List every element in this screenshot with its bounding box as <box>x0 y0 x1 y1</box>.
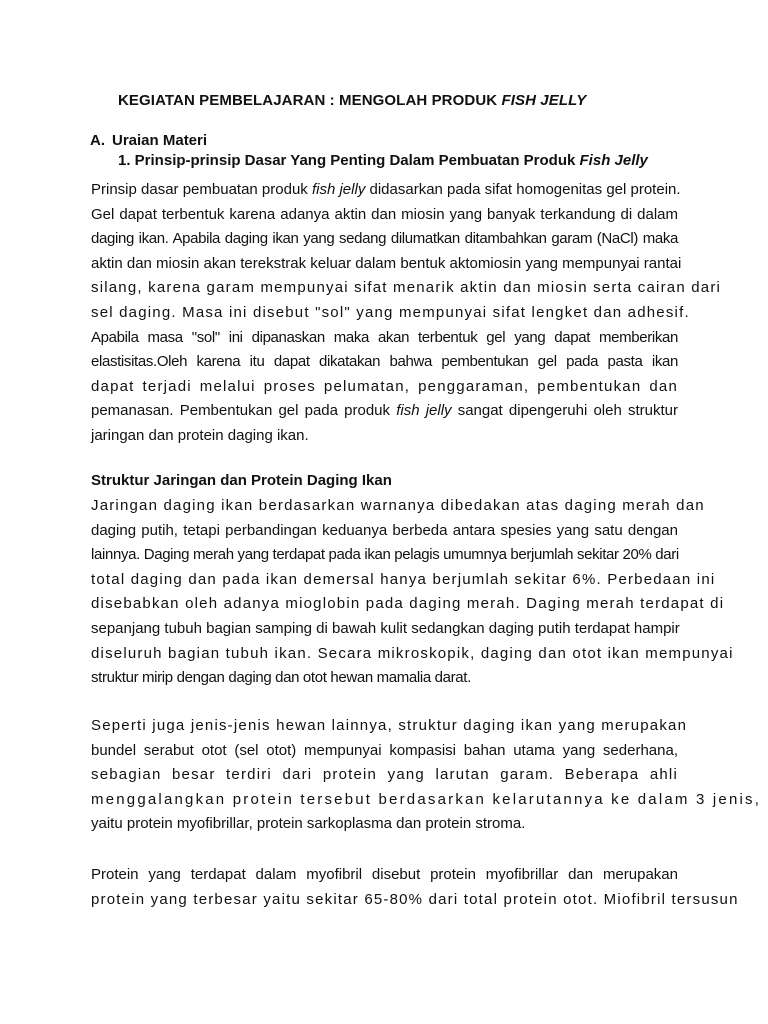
paragraph-line: daging putih, tetapi perbandingan keduanya berbeda antara spesies yang satu dengan <box>91 521 678 539</box>
paragraph-line: elastisitas.Oleh karena itu dapat dikatakan bahwa pembentukan gel pada pasta ikan <box>91 353 678 371</box>
section-a-label: Uraian Materi <box>112 132 208 149</box>
paragraph-line: daging ikan. Apabila daging ikan yang sedang dilumatkan ditambahkan garam (NaCl) maka <box>91 230 678 248</box>
paragraph-line: total daging dan pada ikan demersal hanya berjumlah sekitar 6%. Perbedaan ini <box>91 570 716 588</box>
paragraph-komposisi <box>91 714 762 837</box>
paragraph-line: lainnya. Daging merah yang terdapat pada ikan pelagis umumnya berjumlah sekitar 20% dari <box>91 546 679 564</box>
paragraph-line: bundel serabut otot (sel otot) mempunyai kompasisi bahan utama yang sederhana, <box>91 741 678 759</box>
paragraph-prinsip-dasar <box>91 178 722 449</box>
section-heading-struktur: Struktur Jaringan dan Protein Daging Ikan <box>91 472 392 489</box>
paragraph-line: Apabila masa "sol" ini dipanaskan maka akan terbentuk gel yang dapat memberikan <box>91 328 678 346</box>
text-run: sangat dipengeruhi oleh struktur <box>451 402 678 420</box>
paragraph-line: aktin dan miosin akan terekstrak keluar dalam bentuk aktomiosin yang mempunyai rantai <box>91 254 682 272</box>
paragraph-line: menggalangkan protein tersebut berdasarkan kelarutannya ke dalam 3 jenis, <box>91 790 762 808</box>
paragraph-line: Protein yang terdapat dalam myofibril disebut protein myofibrillar dan merupakan <box>91 866 678 883</box>
text-run: didasarkan pada sifat homogenitas gel protein. <box>365 181 681 198</box>
paragraph-line: sepanjang tubuh bagian samping di bawah kulit sedangkan daging putih terdapat hampir <box>91 619 680 637</box>
text-run: pemanasan. Pembentukan gel pada produk <box>91 402 397 420</box>
subsection-1-text: 1. Prinsip-prinsip Dasar Yang Penting Dalam Pembuatan Produk <box>118 152 580 169</box>
paragraph-struktur-jaringan <box>91 494 734 691</box>
subsection-1-italic: Fish Jelly <box>579 152 648 169</box>
paragraph-line <box>91 399 678 424</box>
paragraph-line <box>91 178 681 203</box>
paragraph-line: dapat terjadi melalui proses pelumatan, penggaraman, pembentukan dan <box>91 377 678 395</box>
page-title <box>118 92 586 109</box>
paragraph-line: silang, karena garam mempunyai sifat menarik aktin dan miosin serta cairan dari <box>91 279 722 297</box>
paragraph-line: Jaringan daging ikan berdasarkan warnanya dibedakan atas daging merah dan <box>91 497 705 514</box>
paragraph-line: struktur mirip dengan daging dan otot hewan mamalia darat. <box>91 669 471 687</box>
paragraph-line: disebabkan oleh adanya mioglobin pada daging merah. Daging merah terdapat di <box>91 595 725 613</box>
section-a-number: A. <box>90 132 105 149</box>
paragraph-line: Gel dapat terbentuk karena adanya aktin dan miosin yang banyak terkandung di dalam <box>91 205 678 223</box>
paragraph-line: jaringan dan protein daging ikan. <box>91 426 309 444</box>
paragraph-line: sebagian besar terdiri dari protein yang larutan garam. Beberapa ahli <box>91 766 678 784</box>
paragraph-line: sel daging. Masa ini disebut "sol" yang mempunyai sifat lengket dan adhesif. <box>91 303 690 321</box>
paragraph-myofibril <box>91 863 739 912</box>
text-run: Prinsip dasar pembuatan produk <box>91 181 312 198</box>
section-a-heading <box>90 132 207 149</box>
paragraph-line: protein yang terbesar yaitu sekitar 65-80% dari total protein otot. Miofibril tersusun <box>91 890 739 908</box>
italic-run: fish jelly <box>311 181 366 198</box>
italic-run: fish jelly <box>396 402 452 420</box>
paragraph-line: yaitu protein myofibrillar, protein sarkoplasma dan protein stroma. <box>91 815 526 833</box>
paragraph-line: Seperti juga jenis-jenis hewan lainnya, struktur daging ikan yang merupakan <box>91 717 688 734</box>
title-text: KEGIATAN PEMBELAJARAN : MENGOLAH PRODUK <box>118 92 502 109</box>
title-italic-text: FISH JELLY <box>501 92 587 109</box>
paragraph-line: diseluruh bagian tubuh ikan. Secara mikroskopik, daging dan otot ikan mempunyai <box>91 644 734 662</box>
subsection-1-heading <box>118 152 648 169</box>
